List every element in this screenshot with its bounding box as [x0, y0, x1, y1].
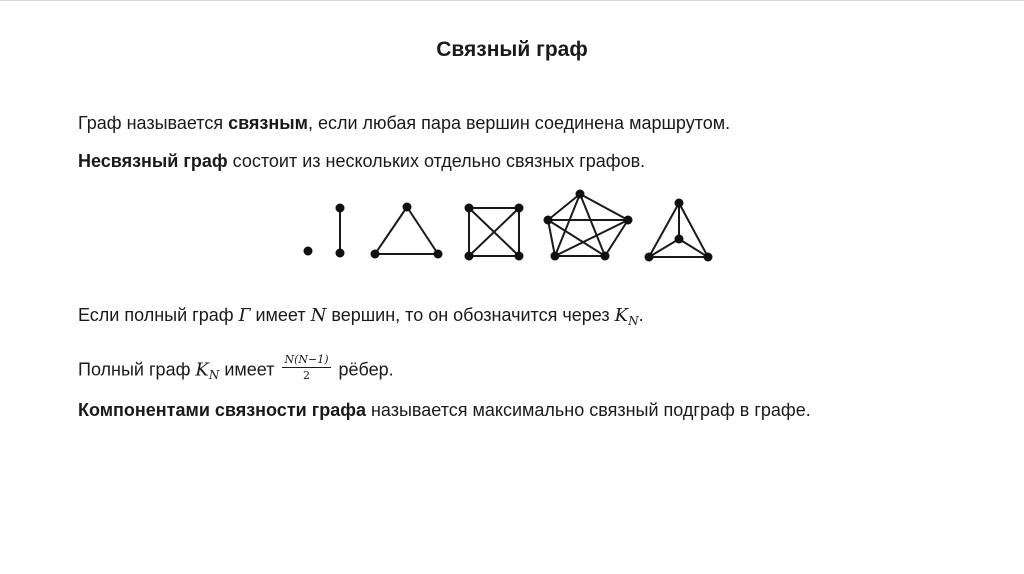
graph-k2 — [336, 204, 345, 258]
p1-bold: связным — [228, 113, 308, 133]
graph-examples-figure — [290, 185, 720, 265]
p3-before: Если полный граф — [78, 305, 239, 325]
fraction-denominator: 2 — [302, 369, 310, 382]
graph-k3 — [371, 203, 443, 259]
graph-k4-tetrahedron — [645, 199, 713, 262]
p1-after: , если любая пара вершин соединена маршрутом. — [307, 113, 731, 133]
p4-before: Полный граф — [78, 359, 196, 380]
p3-k: K — [614, 305, 629, 326]
edges-fraction — [282, 353, 330, 382]
p2-bold: Несвязный граф — [78, 151, 228, 171]
p3-gamma: Г — [238, 305, 251, 326]
p3-k-sub: N — [628, 314, 639, 328]
graph-single-vertex — [304, 247, 313, 256]
p3-n: N — [310, 305, 327, 326]
definition-connected — [78, 113, 730, 134]
p3-mid1: имеет — [250, 305, 311, 325]
graph-k4 — [465, 204, 524, 261]
connectivity-components-definition — [78, 400, 811, 421]
p2-after: состоит из нескольких отдельно связных графов. — [227, 151, 646, 171]
top-divider — [0, 0, 1024, 1]
graph-examples — [290, 185, 720, 270]
p1-before: Граф называется — [78, 113, 229, 133]
complete-graph-notation — [78, 305, 644, 326]
fraction-numerator: N(N−1) — [284, 353, 329, 366]
definition-disconnected — [78, 151, 645, 172]
p4-mid: имеет — [219, 359, 280, 380]
p3-mid2: вершин, то он обозначится через — [326, 305, 615, 325]
slide-title: Связный граф — [436, 38, 588, 61]
p4-k: K — [195, 359, 209, 381]
p4-after: рёбер. — [333, 359, 394, 380]
p5-after: называется максимально связный подграф в графе. — [365, 400, 811, 420]
p5-bold: Компонентами связности графа — [78, 400, 366, 420]
complete-graph-edges — [78, 353, 394, 385]
p3-end: . — [638, 305, 644, 325]
graph-k5 — [544, 190, 633, 261]
p4-k-sub: N — [208, 368, 220, 383]
